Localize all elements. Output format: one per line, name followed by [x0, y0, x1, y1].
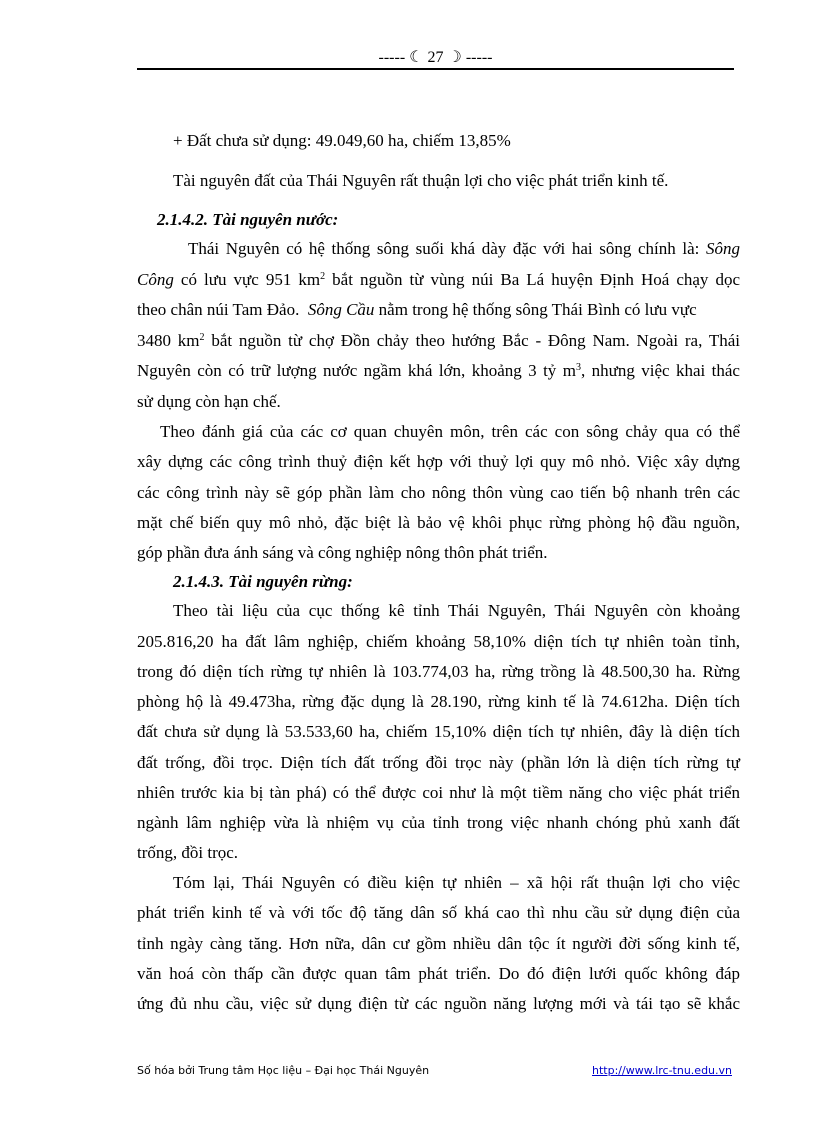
body-line: theo chân núi Tam Đảo. Sông Cầu nằm trong hệ thống sông Thái Bình có lưu vực: [137, 300, 697, 319]
page-number-header: ----- ☾ 27 ☽ -----: [378, 49, 493, 66]
body-line: mặt chế biến quy mô nhỏ, đặc biệt là bảo vệ khôi phục rừng phòng hộ đầu nguồn,: [137, 513, 740, 532]
body-line: Theo đánh giá của các cơ quan chuyên môn, trên các con sông chảy qua có thể: [160, 422, 740, 441]
body-line: tỉnh ngày càng tăng. Hơn nữa, dân cư gồm nhiều dân tộc ít người đời sống kinh tế,: [137, 934, 740, 953]
body-line: góp phần đưa ánh sáng và công nghiệp nông thôn phát triển.: [137, 543, 548, 562]
body-line: 205.816,20 ha đất lâm nghiệp, chiếm khoảng 58,10% diện tích tự nhiên toàn tỉnh,: [137, 632, 740, 651]
body-line: + Đất chưa sử dụng: 49.049,60 ha, chiếm 13,85%: [173, 131, 511, 150]
section-heading-forest: 2.1.4.3. Tài nguyên rừng:: [173, 572, 353, 591]
body-line: Tóm lại, Thái Nguyên có điều kiện tự nhiên – xã hội rất thuận lợi cho việc: [173, 873, 740, 892]
body-line: đất chưa sử dụng là 53.533,60 ha, chiếm 15,10% diện tích tự nhiên, đây là diện tích: [137, 722, 740, 741]
body-line: văn hoá còn thấp cần được quan tâm phát triển. Do đó điện lưới quốc không đáp: [137, 964, 740, 983]
body-line: ngành lâm nghiệp vừa là nhiệm vụ của tỉnh trong việc nhanh chóng phủ xanh đất: [137, 813, 740, 832]
body-line: các công trình này sẽ góp phần làm cho nông thôn vùng cao tiến bộ nhanh trên các: [137, 483, 740, 502]
body-line: Thái Nguyên có hệ thống sông suối khá dày đặc với hai sông chính là: Sông: [188, 239, 740, 258]
body-line: Công có lưu vực 951 $km^2$ bắt nguồn từ vùng núi Ba Lá huyện Định Hoá chạy dọc: [137, 270, 741, 289]
body-line: đất trống, đồi trọc. Diện tích đất trống đồi trọc này (phần lớn là diện tích rừng tự: [137, 753, 740, 772]
body-line: Theo tài liệu của cục thống kê tỉnh Thái Nguyên, Thái Nguyên còn khoảng: [173, 601, 740, 620]
body-line: 3480 $km^2$ bắt nguồn từ chợ Đồn chảy theo hướng Bắc - Đông Nam. Ngoài ra, Thái: [137, 331, 740, 350]
body-line: trống, đồi trọc.: [137, 843, 239, 862]
body-line: phòng hộ là 49.473ha, rừng đặc dụng là 28.190, rừng kinh tế là 74.612ha. Diện tích: [137, 692, 740, 711]
body-line: sử dụng còn hạn chế.: [137, 392, 281, 411]
footer-credit: Số hóa bởi Trung tâm Học liệu – Đại học Thái Nguyên: [137, 1064, 430, 1077]
footer-link[interactable]: http://www.lrc-tnu.edu.vn: [592, 1064, 732, 1077]
body-line: xây dựng các công trình thuỷ điện kết hợp với thuỷ lợi quy mô nhỏ. Việc xây dựng: [137, 452, 740, 471]
body-line: Nguyên còn có trữ lượng nước ngầm khá lớn, khoảng 3 tỷ $m^3$, nhưng việc khai thác: [137, 361, 740, 380]
body-line: nhiên trước kia bị tàn phá) có thể được coi như là một tiềm năng cho việc phát triển: [137, 783, 740, 802]
body-line: phát triển kinh tế và với tốc độ tăng dân số khá cao thì nhu cầu sử dụng điện của: [137, 903, 740, 922]
body-line: trong đó diện tích rừng tự nhiên là 103.774,03 ha, rừng trồng là 48.500,30 ha. Rừng: [137, 662, 740, 681]
body-line: Tài nguyên đất của Thái Nguyên rất thuận lợi cho việc phát triển kinh tế.: [173, 171, 669, 190]
header-divider: [137, 68, 734, 70]
section-heading-water: 2.1.4.2. Tài nguyên nước:: [157, 210, 339, 229]
body-line: ứng đủ nhu cầu, việc sử dụng điện từ các nguồn năng lượng mới và tái tạo sẽ khắc: [137, 994, 740, 1013]
